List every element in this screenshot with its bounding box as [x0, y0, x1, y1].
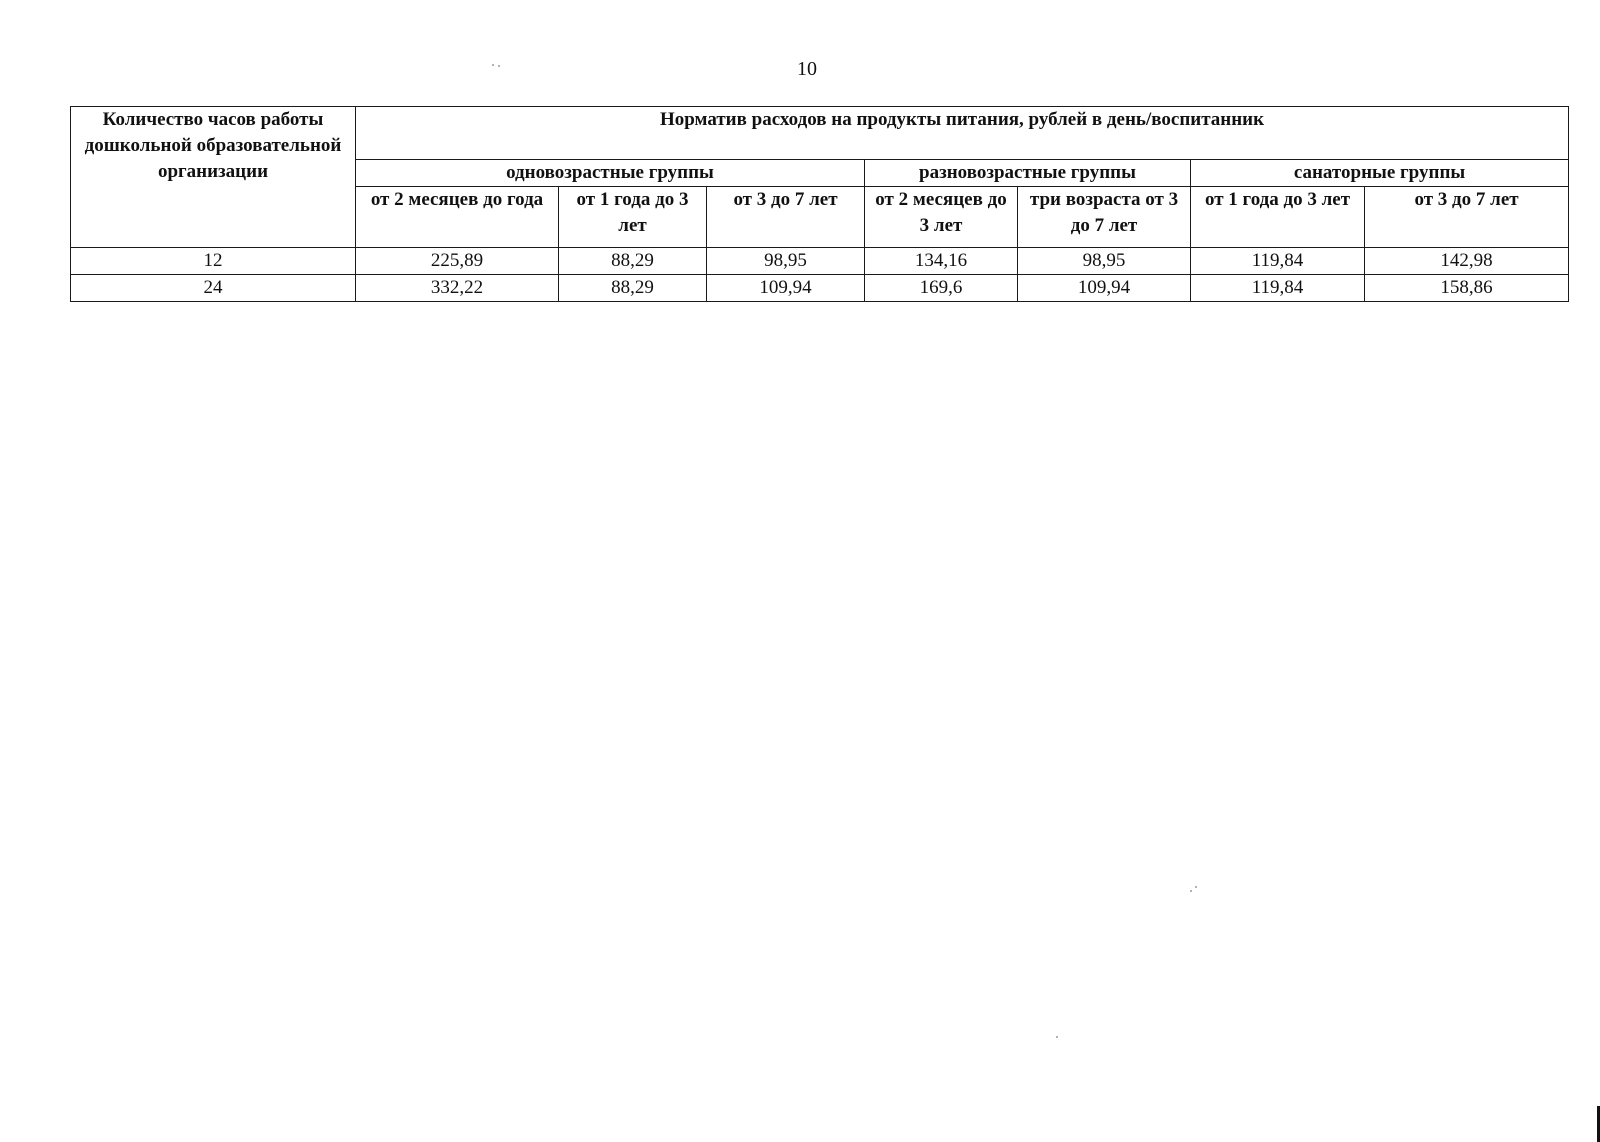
value-cell: 169,6 [865, 275, 1018, 302]
scan-speck [1195, 886, 1197, 888]
page-number: 10 [797, 58, 817, 80]
value-cell: 332,22 [356, 275, 559, 302]
scan-speck [492, 64, 494, 66]
table-row [71, 275, 1569, 302]
food-cost-norms-table [70, 106, 1569, 302]
age-header: от 3 до 7 лет [1365, 187, 1569, 248]
scan-speck [498, 65, 500, 67]
age-header: от 1 года до 3 лет [1191, 187, 1365, 248]
value-cell: 98,95 [707, 248, 865, 275]
age-header: от 3 до 7 лет [707, 187, 865, 248]
value-cell: 119,84 [1191, 248, 1365, 275]
table-row [71, 248, 1569, 275]
hours-cell: 12 [71, 248, 356, 275]
group-header-sanatorium: санаторные группы [1191, 160, 1569, 187]
value-cell: 158,86 [1365, 275, 1569, 302]
value-cell: 109,94 [1018, 275, 1191, 302]
scan-speck [1056, 1036, 1058, 1038]
hours-header: Количество часов работы дошкольной образовательной организации [71, 107, 356, 248]
value-cell: 88,29 [559, 275, 707, 302]
value-cell: 109,94 [707, 275, 865, 302]
value-cell: 98,95 [1018, 248, 1191, 275]
value-cell: 134,16 [865, 248, 1018, 275]
group-header-single-age: одновозрастные группы [356, 160, 865, 187]
value-cell: 88,29 [559, 248, 707, 275]
age-header: от 2 месяцев до 3 лет [865, 187, 1018, 248]
value-cell: 225,89 [356, 248, 559, 275]
hours-cell: 24 [71, 275, 356, 302]
scan-speck [1190, 890, 1192, 892]
norm-header: Норматив расходов на продукты питания, рублей в день/воспитанник [356, 107, 1569, 160]
age-header: от 2 месяцев до года [356, 187, 559, 248]
age-header: три возраста от 3 до 7 лет [1018, 187, 1191, 248]
value-cell: 142,98 [1365, 248, 1569, 275]
age-header: от 1 года до 3 лет [559, 187, 707, 248]
group-header-mixed-age: разновозрастные группы [865, 160, 1191, 187]
header-row-main [71, 107, 1569, 160]
value-cell: 119,84 [1191, 275, 1365, 302]
